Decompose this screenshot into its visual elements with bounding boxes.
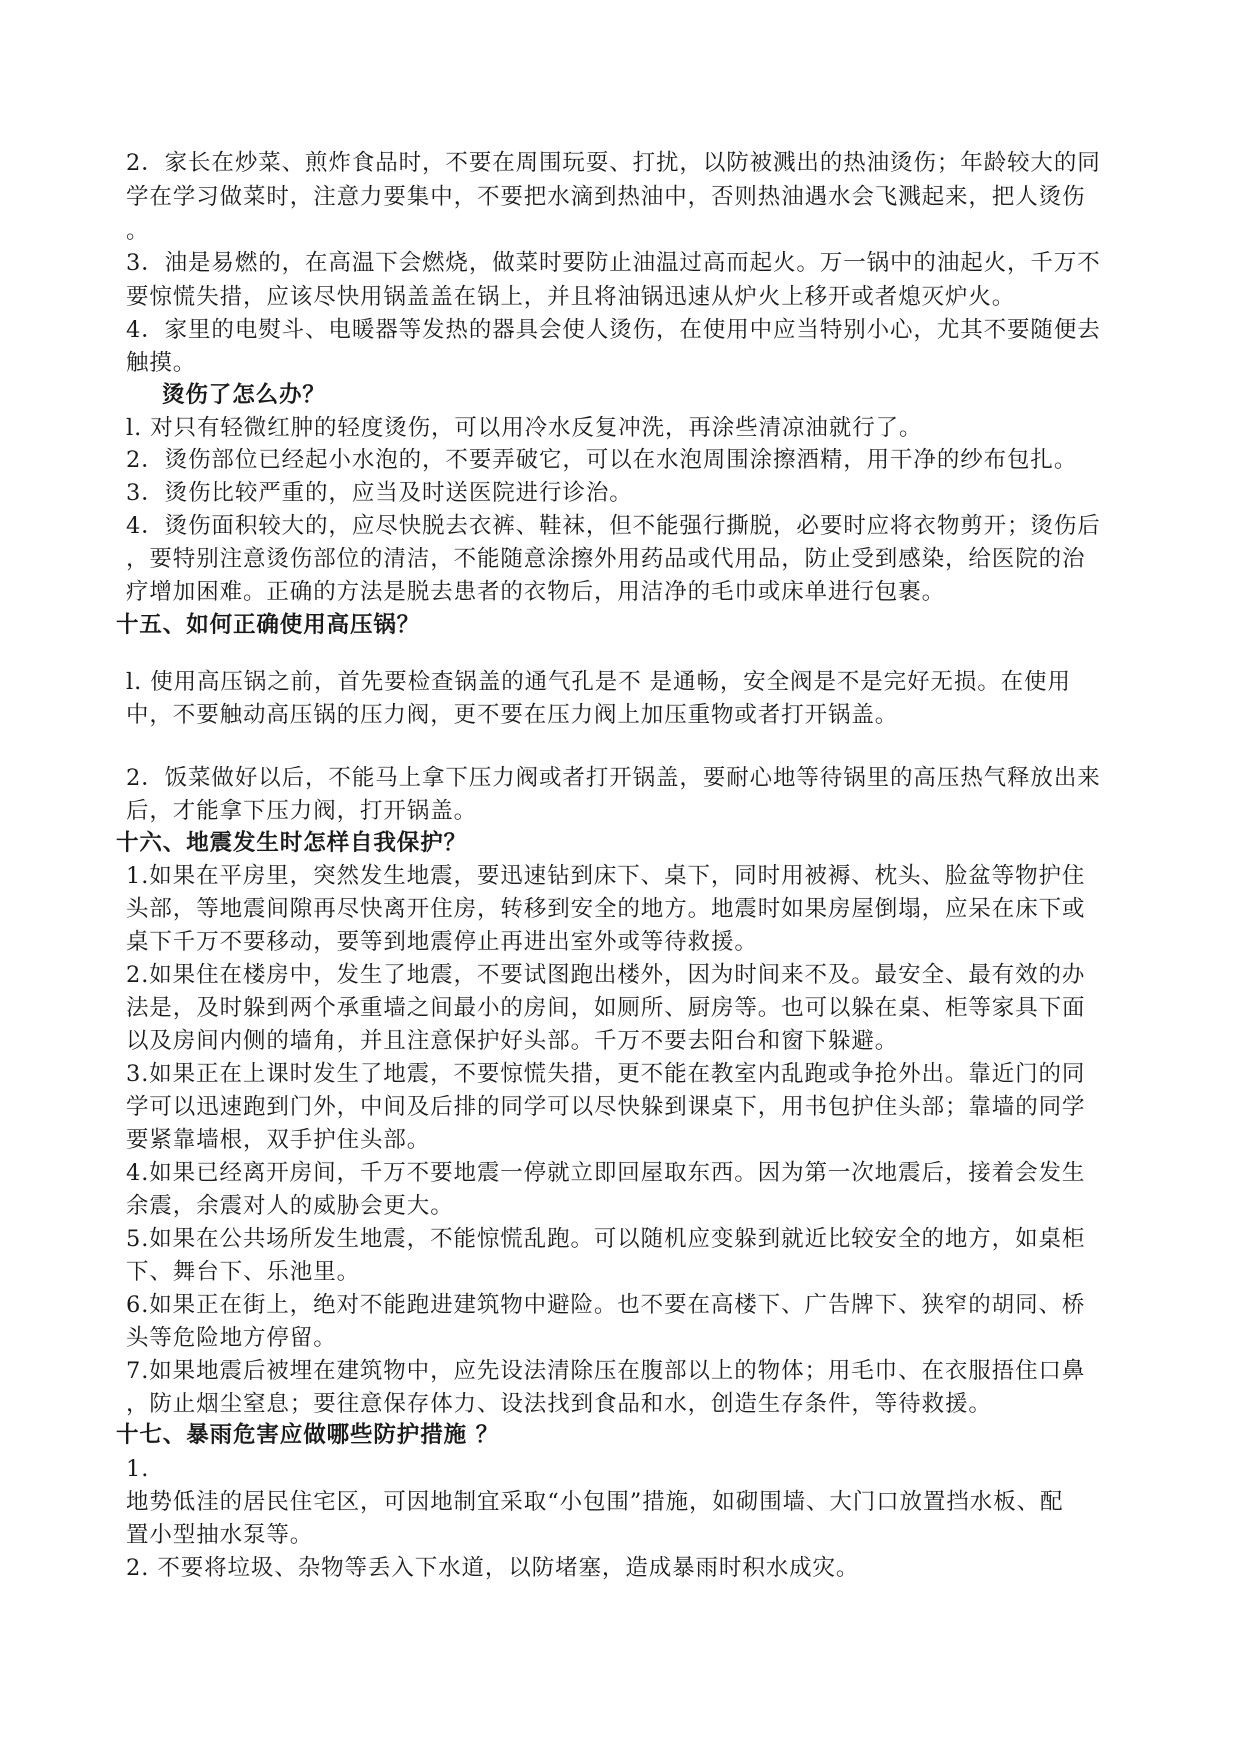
section-heading: 十六、地震发生时怎样自我保护？ [116,830,468,856]
text-line: 6.如果正在街上，绝对不能跑进建筑物中避险。也不要在高楼下、广告牌下、狭窄的胡同、桥 [126,1292,1086,1318]
text-line: 2. 不要将垃圾、杂物等丢入下水道，以防堵塞，造成暴雨时积水成灾。 [126,1555,860,1581]
text-line: ，防止烟尘窒息；要往意保存体力、设法找到食品和水，创造生存条件，等待救援。 [126,1391,992,1417]
text-line: 要紧靠墙根，双手护住头部。 [126,1127,431,1153]
section-subheading: 烫伤了怎么办？ [162,382,326,408]
section-heading: 十五、如何正确使用高压锅？ [116,612,421,638]
text-line: 2．烫伤部位已经起小水泡的，不要弄破它，可以在水泡周围涂擦酒精，用干净的纱布包扎。 [126,447,1078,473]
text-line: 3．烫伤比较严重的，应当及时送医院进行诊治。 [126,480,633,506]
text-line: 4．烫伤面积较大的，应尽快脱去衣裤、鞋袜，但不能强行撕脱，必要时应将衣物剪开；烫伤后 [126,513,1101,539]
text-line: 1. [126,1456,150,1482]
text-line: l. 对只有轻微红肿的轻度烫伤，可以用冷水反复冲洗，再涂些清凉油就行了。 [126,415,923,441]
text-line: 下、舞台下、乐池里。 [126,1259,361,1285]
text-line: 3．油是易燃的，在高温下会燃烧，做菜时要防止油温过高而起火。万一锅中的油起火，千万不 [126,250,1101,276]
text-line: 头等危险地方停留。 [126,1325,337,1351]
text-line: 以及房间内侧的墙角，并且注意保护好头部。千万不要去阳台和窗下躲避。 [126,1028,899,1054]
text-line: 头部，等地震间隙再尽快离开住房，转移到安全的地方。地震时如果房屋倒塌，应呆在床下或 [126,896,1086,922]
text-line: 后，才能拿下压力阀，打开锅盖。 [126,798,478,824]
text-line: ，要特别注意烫伤部位的清洁，不能随意涂擦外用药品或代用品，防止受到感染，给医院的治 [126,546,1086,572]
text-line: 。 [126,218,150,244]
text-line: 7.如果地震后被埋在建筑物中，应先设法清除压在腹部以上的物体；用毛巾、在衣服捂住口鼻 [126,1358,1086,1384]
text-line: 法是，及时躲到两个承重墙之间最小的房间，如厕所、厨房等。也可以躲在桌、柜等家具下面 [126,995,1086,1021]
text-line: 2．饭菜做好以后，不能马上拿下压力阀或者打开锅盖，要耐心地等待锅里的高压热气释放出来 [126,765,1101,791]
section-heading: 十七、暴雨危害应做哪些防护措施 ？ [116,1422,500,1448]
text-line: 桌下千万不要移动，要等到地震停止再进出室外或等待救援。 [126,929,758,955]
text-line: 4.如果已经离开房间，千万不要地震一停就立即回屋取东西。因为第一次地震后，接着会发生 [126,1160,1086,1186]
text-line: 2.如果住在楼房中，发生了地震，不要试图跑出楼外，因为时间来不及。最安全、最有效的办 [126,962,1086,988]
text-line: 疗增加困难。正确的方法是脱去患者的衣物后，用洁净的毛巾或床单进行包裹。 [126,579,946,605]
text-line: 学在学习做菜时，注意力要集中，不要把水滴到热油中，否则热油遇水会飞溅起来，把人烫伤 [126,184,1086,210]
text-line: 地势低洼的居民住宅区，可因地制宜采取“小包围”措施，如砌围墙、大门口放置挡水板、配 [126,1489,1064,1515]
text-line: 学可以迅速跑到门外，中间及后排的同学可以尽快躲到课桌下，用书包护住头部；靠墙的同学 [126,1094,1086,1120]
text-line: 要惊慌失措，应该尽快用锅盖盖在锅上，并且将油锅迅速从炉火上移开或者熄灭炉火。 [126,284,1016,310]
text-line: 置小型抽水泵等。 [126,1522,314,1548]
text-line: 2．家长在炒菜、煎炸食品时，不要在周围玩耍、打扰，以防被溅出的热油烫伤；年龄较大的同 [126,150,1101,176]
text-line: 3.如果正在上课时发生了地震，不要惊慌失措，更不能在教室内乱跑或争抢外出。靠近门的同 [126,1061,1086,1087]
text-line: 触摸。 [126,350,197,376]
text-line: l. 使用高压锅之前，首先要检查锅盖的通气孔是不 是通畅，安全阀是不是完好无损。在使用 [126,669,1071,695]
text-line: 余震，余震对人的威胁会更大。 [126,1193,454,1219]
text-line: 5.如果在公共场所发生地震，不能惊慌乱跑。可以随机应变躲到就近比较安全的地方，如桌柜 [126,1226,1086,1252]
text-line: 4．家里的电熨斗、电暖器等发热的器具会使人烫伤，在使用中应当特别小心，尤其不要随便去 [126,317,1101,343]
text-line: 中，不要触动高压锅的压力阀，更不要在压力阀上加压重物或者打开锅盖。 [126,702,899,728]
text-line: 1.如果在平房里，突然发生地震，要迅速钻到床下、桌下，同时用被褥、枕头、脸盆等物护住 [126,863,1086,889]
